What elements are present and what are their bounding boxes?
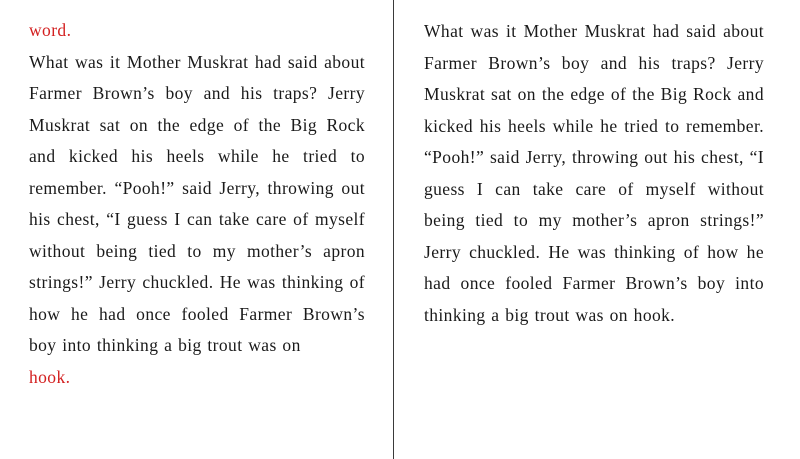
highlighted-word-end: hook. (29, 366, 71, 387)
left-paragraph: What was it Mother Muskrat had said about Farmer Brown’s boy and his traps? Jerry Muskrat sat on the edge of the Big Rock and kicked his heels while he tried to remember. “Pooh!” said Jerry, throwing out his chest, “I guess I can take care of myself without being tied to my mother’s apron strings!” Jerry chuckled. He was thinking of how he had once fooled Farmer Brown’s boy into thinking a big trout was on (29, 51, 365, 355)
right-paragraph: What was it Mother Muskrat had said about Farmer Brown’s boy and his traps? Jerry Muskrat sat on the edge of the Big Rock and kicked his heels while he tried to remember. “Pooh!” said Jerry, throwing out his chest, “I guess I can take care of myself without being tied to my mother’s apron strings!” Jerry chuckled. He was thinking of how he had once fooled Farmer Brown’s boy into thinking a big trout was on hook. (424, 21, 764, 325)
left-text-pane (29, 15, 365, 393)
pane-divider (393, 0, 394, 459)
highlighted-word-start: word. (29, 20, 72, 40)
right-text-pane (424, 16, 764, 331)
